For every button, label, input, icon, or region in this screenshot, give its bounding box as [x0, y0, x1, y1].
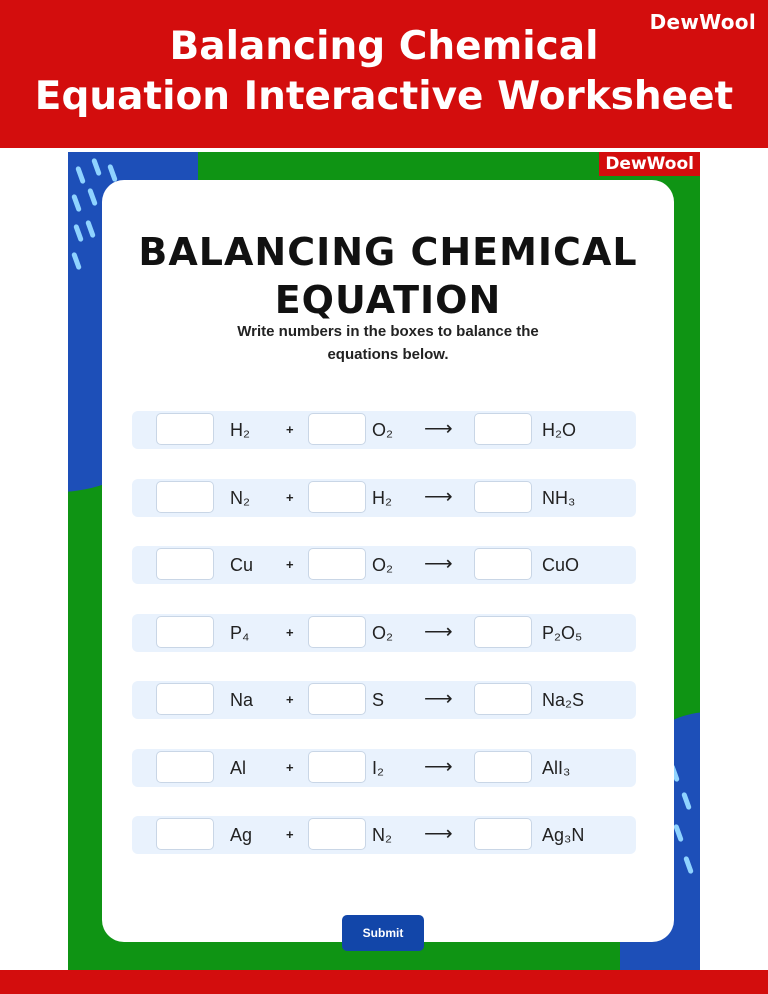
product-formula: Ag₃N: [542, 825, 585, 845]
page-title-line-1: Balancing Chemical: [169, 24, 599, 69]
coefficient-input-reactant1[interactable]: [156, 616, 214, 648]
reactant-2-formula: N₂: [372, 825, 392, 845]
coefficient-input-reactant2[interactable]: [308, 818, 366, 850]
plus-sign: +: [286, 489, 294, 505]
coefficient-input-product[interactable]: [474, 683, 532, 715]
coefficient-input-reactant2[interactable]: [308, 548, 366, 580]
reactant-1-formula: Ag: [230, 825, 253, 845]
coefficient-input-reactant2[interactable]: [308, 683, 366, 715]
page-title: [0, 22, 768, 122]
coefficient-input-reactant2[interactable]: [308, 751, 366, 783]
reactant-1-formula: Na: [230, 690, 254, 710]
worksheet-title: [102, 228, 674, 324]
reaction-arrow-icon: ⟶: [424, 418, 453, 440]
reactant-1-formula: P₄: [230, 622, 250, 643]
plus-sign: +: [286, 827, 294, 842]
reaction-arrow-icon: ⟶: [424, 823, 453, 845]
reaction-arrow-icon: ⟶: [424, 485, 453, 508]
reactant-2-formula: H₂: [372, 487, 392, 508]
coefficient-input-product[interactable]: [474, 818, 532, 850]
reactant-2-formula: I₂: [372, 757, 384, 778]
product-formula: NH₃: [542, 487, 576, 508]
reactant-2-formula: O₂: [372, 420, 393, 440]
plus-sign: +: [286, 624, 294, 640]
coefficient-input-product[interactable]: [474, 616, 532, 648]
coefficient-input-reactant1[interactable]: [156, 818, 214, 850]
worksheet-brand: DewWool: [599, 152, 700, 176]
reaction-arrow-icon: ⟶: [424, 688, 453, 710]
worksheet-card: [102, 180, 674, 942]
coefficient-input-reactant2[interactable]: [308, 481, 366, 513]
equation-row: [132, 546, 636, 584]
instructions-line-1: Write numbers in the boxes to balance the: [237, 323, 539, 340]
reactant-2-formula: O₂: [372, 622, 393, 643]
coefficient-input-product[interactable]: [474, 751, 532, 783]
plus-sign: +: [286, 422, 294, 437]
reactant-1-formula: H₂: [230, 420, 250, 440]
product-formula: Na₂S: [542, 690, 585, 710]
coefficient-input-reactant2[interactable]: [308, 616, 366, 648]
reactant-2-formula: O₂: [372, 555, 393, 575]
worksheet-title-line-2: EQUATION: [274, 278, 502, 322]
reaction-arrow-icon: ⟶: [424, 553, 453, 575]
worksheet: [68, 152, 700, 970]
reactant-1-formula: Cu: [230, 555, 254, 575]
coefficient-input-product[interactable]: [474, 548, 532, 580]
header-banner: [0, 0, 768, 148]
instructions: [102, 320, 674, 366]
coefficient-input-product[interactable]: [474, 413, 532, 445]
page-title-line-2: Equation Interactive Worksheet: [34, 74, 734, 119]
brand-logo: DewWool: [649, 10, 756, 34]
coefficient-input-reactant1[interactable]: [156, 683, 214, 715]
product-formula: H₂O: [542, 420, 576, 440]
equation-row: [132, 479, 636, 517]
coefficient-input-reactant2[interactable]: [308, 413, 366, 445]
product-formula: P₂O₅: [542, 622, 583, 643]
plus-sign: +: [286, 557, 294, 572]
instructions-line-2: equations below.: [327, 346, 449, 363]
reactant-1-formula: N₂: [230, 487, 250, 508]
worksheet-title-line-1: BALANCING CHEMICAL: [138, 230, 638, 274]
reactant-2-formula: S: [372, 690, 385, 710]
coefficient-input-reactant1[interactable]: [156, 481, 214, 513]
footer-strip: [0, 970, 768, 994]
plus-sign: +: [286, 692, 294, 707]
coefficient-input-reactant1[interactable]: [156, 548, 214, 580]
equation-row: [132, 681, 636, 719]
reaction-arrow-icon: ⟶: [424, 620, 453, 643]
equation-row: [132, 816, 636, 854]
product-formula: CuO: [542, 555, 580, 575]
plus-sign: +: [286, 759, 294, 775]
reactant-1-formula: Al: [230, 757, 247, 778]
product-formula: AlI₃: [542, 757, 571, 778]
coefficient-input-reactant1[interactable]: [156, 413, 214, 445]
equation-row: [132, 749, 636, 787]
submit-button[interactable]: Submit: [342, 915, 424, 951]
coefficient-input-product[interactable]: [474, 481, 532, 513]
equation-row: [132, 614, 636, 652]
equation-row: [132, 411, 636, 449]
reaction-arrow-icon: ⟶: [424, 755, 453, 778]
coefficient-input-reactant1[interactable]: [156, 751, 214, 783]
